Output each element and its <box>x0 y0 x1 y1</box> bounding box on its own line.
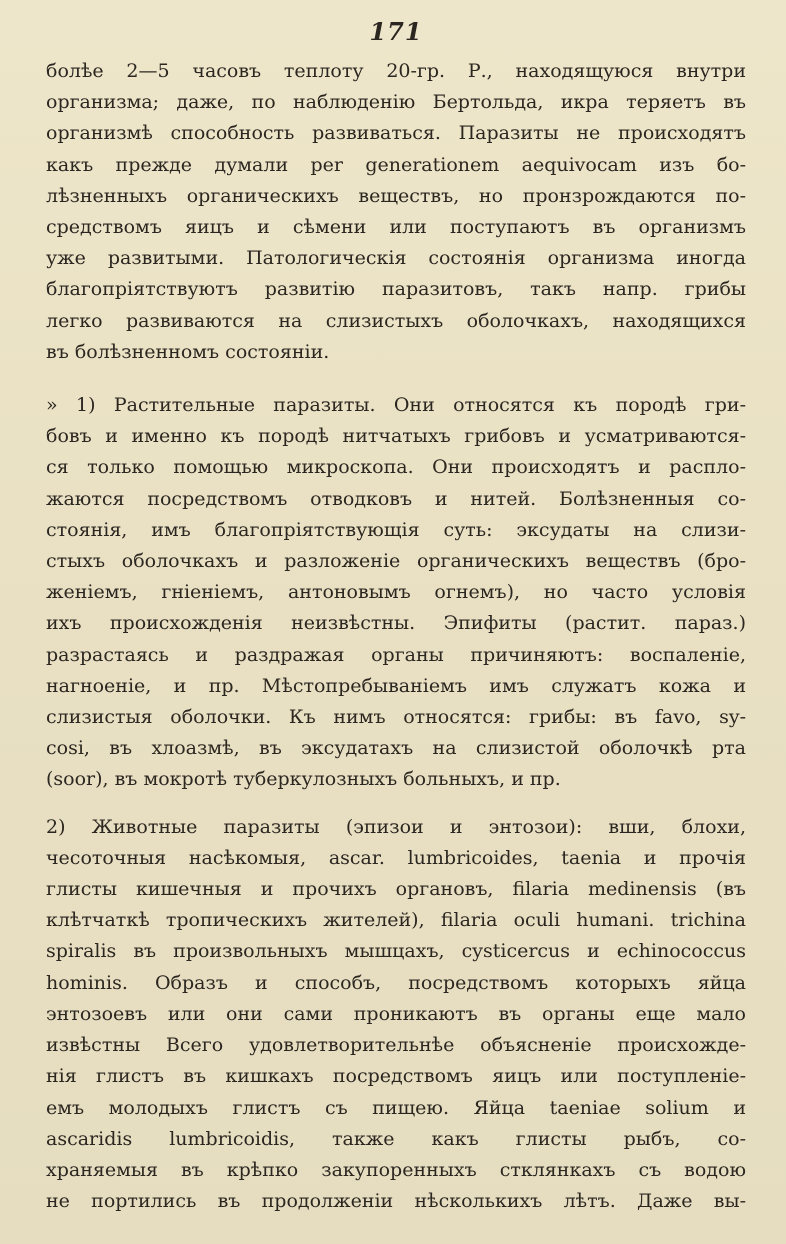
text-line: женіемъ, гніеніемъ, антоновымъ огнемъ), но часто условія <box>46 581 746 604</box>
text-line: стоянія, имъ благопріятствующія суть: эксудаты на слизи- <box>46 518 746 541</box>
paragraph-intro <box>46 56 746 368</box>
text-line: болѣе 2—5 часовъ теплоту 20-гр. Р., находящуюся внутри <box>46 60 746 82</box>
text-line: чесоточныя насѣкомыя, ascar. lumbricoides, taenia и прочія <box>46 846 746 869</box>
text-line: ихъ происхожденія неизвѣстны. Эпифиты (растит. параз.) <box>46 612 746 635</box>
text-line: » 1) Растительные паразиты. Они относятся къ породѣ гри- <box>46 394 746 417</box>
text-line: легко развиваются на слизистыхъ оболочкахъ, находящихся <box>46 309 746 332</box>
text-line: стыхъ оболочкахъ и разложеніе органическихъ веществъ (бро- <box>46 550 746 573</box>
text-line: какъ прежде думали per generationem aequivocam изъ бо- <box>46 153 746 176</box>
text-line: средствомъ яицъ и сѣмени или поступаютъ въ организмъ <box>46 216 746 239</box>
text-line: глисты кишечныя и прочихъ органовъ, filaria medinensis (въ <box>46 878 746 901</box>
text-line: бовъ и именно къ породѣ нитчатыхъ грибовъ и усматриваются- <box>46 425 746 448</box>
text-line: организма; даже, по наблюденію Бертольда, икра теряетъ въ <box>46 91 746 114</box>
text-line: уже развитыми. Патологическія состоянія организма иногда <box>46 247 746 270</box>
text-line: извѣстны Всего удовлетворительнѣе объясненіе происхожде- <box>46 1034 746 1057</box>
text-line: (soor), въ мокротѣ туберкулозныхъ больныхъ, и пр. <box>46 768 561 791</box>
paragraph-plant-parasites <box>46 390 746 796</box>
text-line: лѣзненныхъ органическихъ веществъ, но пронзрождаются по- <box>46 184 746 207</box>
text-line: слизистыя оболочки. Къ нимъ относятся: грибы: въ favo, sy- <box>46 706 746 729</box>
text-line: spiralis въ произвольныхъ мышцахъ, cysticercus и echinococcus <box>46 940 746 963</box>
text-line: клѣтчаткѣ тропическихъ жителей), filaria oculi humani. trichina <box>46 909 746 932</box>
text-line: жаются посредствомъ отводковъ и нитей. Болѣзненныя со- <box>46 487 746 510</box>
text-line: въ болѣзненномъ состояніи. <box>46 340 330 363</box>
paragraph-animal-parasites <box>46 812 746 1218</box>
text-line: ascaridis lumbricoidis, также какъ глисты рыбъ, со- <box>46 1127 746 1150</box>
text-line: благопріятствуютъ развитію паразитовъ, такъ напр. грибы <box>46 278 746 301</box>
text-line: 2) Животные паразиты (эпизои и энтозои): вши, блохи, <box>46 815 746 838</box>
text-line: организмѣ способность развиваться. Паразиты не происходятъ <box>46 122 746 145</box>
text-line: разрастаясь и раздражая органы причиняютъ: воспаленіе, <box>46 643 746 666</box>
text-line: нія глистъ въ кишкахъ посредствомъ яицъ или поступленіе- <box>46 1065 746 1088</box>
text-line: энтозоевъ или они сами проникаютъ въ органы еще мало <box>46 1002 746 1025</box>
text-line: ся только помощью микроскопа. Они происходятъ и распло- <box>46 456 746 479</box>
text-line: не портились въ продолженіи нѣсколькихъ лѣтъ. Даже вы- <box>46 1190 746 1213</box>
text-line: hominis. Образъ и способъ, посредствомъ которыхъ яйца <box>46 971 746 994</box>
page-number: 171 <box>369 17 423 46</box>
text-line: нагноеніе, и пр. Мѣстопребываніемъ имъ служатъ кожа и <box>46 674 746 697</box>
text-line: храняемыя въ крѣпко закупоренныхъ стклянкахъ съ водою <box>46 1158 746 1181</box>
text-line: cosi, въ хлоазмѣ, въ эксудатахъ на слизистой оболочкѣ рта <box>46 737 746 760</box>
text-line: емъ молодыхъ глистъ съ пищею. Яйца taeniae solium и <box>46 1096 746 1119</box>
